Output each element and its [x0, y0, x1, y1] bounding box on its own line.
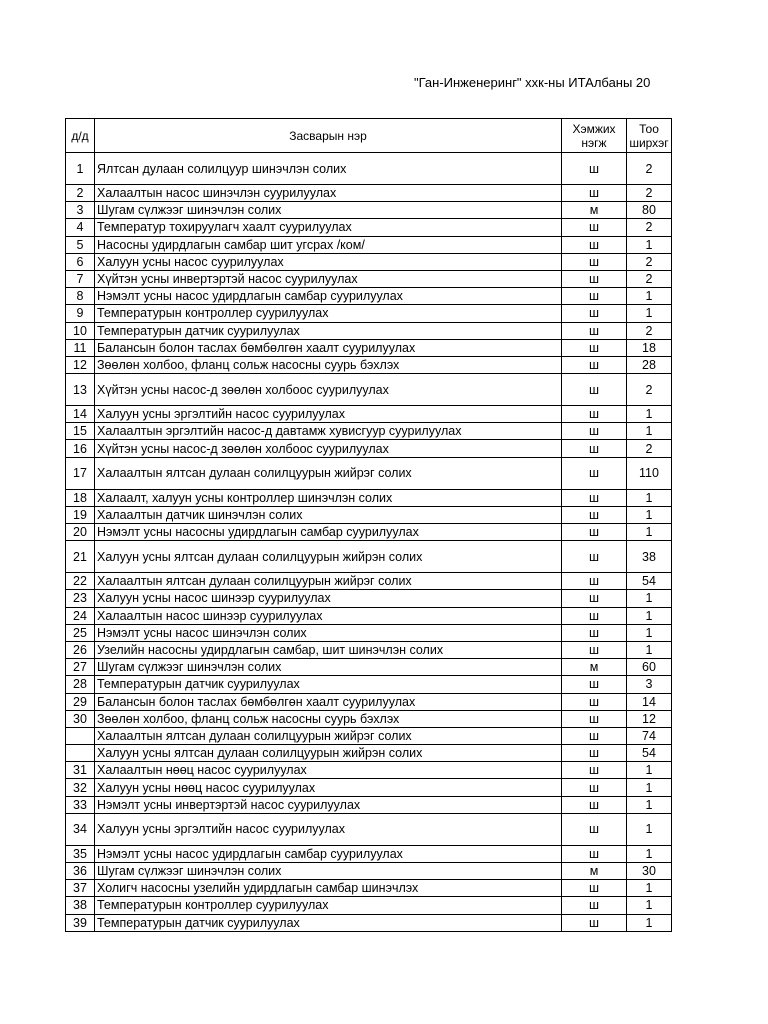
cell-qty: 2: [627, 253, 672, 270]
cell-qty: 1: [627, 489, 672, 506]
table-row: [66, 745, 672, 762]
cell-num: 20: [66, 524, 95, 541]
table-row: [66, 659, 672, 676]
cell-qty: 1: [627, 506, 672, 523]
cell-name: Узелийн насосны удирдлагын самбар, шит шинэчлэн солих: [95, 641, 562, 658]
cell-unit: ш: [562, 607, 627, 624]
cell-num: 6: [66, 253, 95, 270]
cell-qty: 1: [627, 762, 672, 779]
cell-name: Балансын болон таслах бөмбөлгөн хаалт суурилуулах: [95, 693, 562, 710]
cell-name: Температурын контроллер суурилуулах: [95, 897, 562, 914]
cell-unit: ш: [562, 762, 627, 779]
cell-num: 11: [66, 339, 95, 356]
table-row: [66, 322, 672, 339]
cell-num: 38: [66, 897, 95, 914]
cell-num: 16: [66, 440, 95, 457]
cell-qty: 14: [627, 693, 672, 710]
cell-num: 5: [66, 236, 95, 253]
cell-num: 36: [66, 863, 95, 880]
table-row: [66, 796, 672, 813]
table-row: [66, 727, 672, 744]
cell-name: Ялтсан дулаан солилцуур шинэчлэн солих: [95, 153, 562, 185]
cell-num: 13: [66, 374, 95, 406]
cell-num: 23: [66, 590, 95, 607]
cell-name: Халаалтын ялтсан дулаан солилцуурын жийрэг солих: [95, 727, 562, 744]
table-row: [66, 305, 672, 322]
cell-num: 3: [66, 202, 95, 219]
cell-unit: ш: [562, 339, 627, 356]
cell-unit: м: [562, 659, 627, 676]
cell-unit: ш: [562, 624, 627, 641]
cell-name: Нэмэлт усны насос шинэчлэн солих: [95, 624, 562, 641]
cell-num: 29: [66, 693, 95, 710]
cell-name: Температурын датчик суурилуулах: [95, 914, 562, 931]
cell-unit: ш: [562, 710, 627, 727]
table-row: [66, 270, 672, 287]
table-body: [66, 153, 672, 932]
table-row: [66, 693, 672, 710]
table-row: [66, 339, 672, 356]
cell-unit: ш: [562, 897, 627, 914]
table-row: [66, 762, 672, 779]
table-row: [66, 374, 672, 406]
cell-name: Температур тохируулагч хаалт суурилуулах: [95, 219, 562, 236]
cell-unit: ш: [562, 506, 627, 523]
cell-name: Насосны удирдлагын самбар шит угсрах /ком/: [95, 236, 562, 253]
cell-name: Холигч насосны узелийн удирдлагын самбар шинэчлэх: [95, 880, 562, 897]
cell-unit: ш: [562, 573, 627, 590]
cell-name: Халаалт, халуун усны контроллер шинэчлэн солих: [95, 489, 562, 506]
table-row: [66, 153, 672, 185]
cell-qty: 2: [627, 185, 672, 202]
cell-name: Халуун усны насос суурилуулах: [95, 253, 562, 270]
cell-num: 1: [66, 153, 95, 185]
cell-qty: 1: [627, 524, 672, 541]
cell-unit: ш: [562, 288, 627, 305]
page-header-org: "Ган-Инженеринг" ххк-ны ИТАлбаны 20: [414, 75, 651, 90]
table-row: [66, 457, 672, 489]
cell-num: 21: [66, 541, 95, 573]
cell-unit: ш: [562, 845, 627, 862]
cell-num: 2: [66, 185, 95, 202]
cell-name: Нэмэлт усны инвертэртэй насос суурилуулах: [95, 796, 562, 813]
repair-table: [65, 118, 672, 932]
table-row: [66, 607, 672, 624]
cell-num: 10: [66, 322, 95, 339]
cell-unit: ш: [562, 779, 627, 796]
cell-qty: 2: [627, 374, 672, 406]
cell-name: Нэмэлт усны насос удирдлагын самбар суурилуулах: [95, 845, 562, 862]
cell-unit: ш: [562, 423, 627, 440]
cell-unit: ш: [562, 541, 627, 573]
table-row: [66, 440, 672, 457]
cell-qty: 30: [627, 863, 672, 880]
cell-num: 33: [66, 796, 95, 813]
cell-qty: 2: [627, 153, 672, 185]
cell-unit: ш: [562, 356, 627, 373]
cell-unit: ш: [562, 813, 627, 845]
cell-name: Халаалтын ялтсан дулаан солилцуурын жийрэг солих: [95, 573, 562, 590]
cell-name: Халуун усны насос шинээр суурилуулах: [95, 590, 562, 607]
table-row: [66, 423, 672, 440]
cell-unit: ш: [562, 641, 627, 658]
col-header-qty: Тоо ширхэг: [627, 119, 672, 153]
cell-qty: 1: [627, 897, 672, 914]
cell-qty: 74: [627, 727, 672, 744]
cell-unit: ш: [562, 374, 627, 406]
cell-name: Халаалтын ялтсан дулаан солилцуурын жийрэг солих: [95, 457, 562, 489]
cell-unit: ш: [562, 185, 627, 202]
cell-name: Температурын датчик суурилуулах: [95, 676, 562, 693]
cell-unit: ш: [562, 236, 627, 253]
table-row: [66, 624, 672, 641]
cell-unit: м: [562, 863, 627, 880]
cell-qty: 12: [627, 710, 672, 727]
cell-num: 35: [66, 845, 95, 862]
cell-name: Нэмэлт усны насосны удирдлагын самбар суурилуулах: [95, 524, 562, 541]
table-row: [66, 641, 672, 658]
cell-num: 9: [66, 305, 95, 322]
cell-unit: ш: [562, 322, 627, 339]
col-header-name: Засварын нэр: [95, 119, 562, 153]
cell-name: Хүйтэн усны насос-д зөөлөн холбоос суурилуулах: [95, 374, 562, 406]
cell-name: Халуун усны нөөц насос суурилуулах: [95, 779, 562, 796]
table-row: [66, 489, 672, 506]
cell-name: Шугам сүлжээг шинэчлэн солих: [95, 202, 562, 219]
cell-qty: 1: [627, 779, 672, 796]
cell-unit: ш: [562, 676, 627, 693]
cell-qty: 38: [627, 541, 672, 573]
cell-num: [66, 727, 95, 744]
cell-qty: 3: [627, 676, 672, 693]
cell-qty: 28: [627, 356, 672, 373]
table-header-row: [66, 119, 672, 153]
cell-unit: ш: [562, 153, 627, 185]
cell-num: 39: [66, 914, 95, 931]
table-row: [66, 573, 672, 590]
cell-qty: 1: [627, 914, 672, 931]
table-row: [66, 406, 672, 423]
cell-qty: 1: [627, 236, 672, 253]
cell-num: 8: [66, 288, 95, 305]
cell-qty: 2: [627, 322, 672, 339]
cell-name: Зөөлөн холбоо, фланц сольж насосны суурь бэхлэх: [95, 710, 562, 727]
table-row: [66, 524, 672, 541]
cell-unit: ш: [562, 524, 627, 541]
cell-unit: ш: [562, 406, 627, 423]
cell-name: Нэмэлт усны насос удирдлагын самбар суурилуулах: [95, 288, 562, 305]
cell-unit: ш: [562, 489, 627, 506]
cell-qty: 2: [627, 219, 672, 236]
cell-qty: 1: [627, 590, 672, 607]
cell-num: 19: [66, 506, 95, 523]
cell-name: Халаалтын датчик шинэчлэн солих: [95, 506, 562, 523]
table-row: [66, 897, 672, 914]
cell-qty: 1: [627, 624, 672, 641]
cell-qty: 1: [627, 641, 672, 658]
cell-num: 12: [66, 356, 95, 373]
cell-num: [66, 745, 95, 762]
cell-num: 37: [66, 880, 95, 897]
table-row: [66, 288, 672, 305]
table-row: [66, 541, 672, 573]
cell-qty: 54: [627, 573, 672, 590]
cell-qty: 2: [627, 440, 672, 457]
cell-num: 30: [66, 710, 95, 727]
cell-num: 26: [66, 641, 95, 658]
cell-name: Хүйтэн усны инвертэртэй насос суурилуулах: [95, 270, 562, 287]
table-row: [66, 779, 672, 796]
cell-name: Халуун усны ялтсан дулаан солилцуурын жийрэн солих: [95, 541, 562, 573]
cell-name: Шугам сүлжээг шинэчлэн солих: [95, 659, 562, 676]
cell-unit: ш: [562, 305, 627, 322]
cell-unit: ш: [562, 590, 627, 607]
cell-name: Халуун усны эргэлтийн насос суурилуулах: [95, 406, 562, 423]
cell-qty: 110: [627, 457, 672, 489]
cell-num: 7: [66, 270, 95, 287]
table-row: [66, 863, 672, 880]
cell-qty: 1: [627, 406, 672, 423]
cell-qty: 1: [627, 423, 672, 440]
cell-unit: ш: [562, 253, 627, 270]
table-row: [66, 710, 672, 727]
table-row: [66, 219, 672, 236]
cell-unit: ш: [562, 914, 627, 931]
table-row: [66, 880, 672, 897]
cell-qty: 1: [627, 305, 672, 322]
cell-num: 17: [66, 457, 95, 489]
col-header-num: д/д: [66, 119, 95, 153]
table-row: [66, 253, 672, 270]
cell-num: 34: [66, 813, 95, 845]
cell-unit: ш: [562, 745, 627, 762]
col-header-unit: Хэмжих нэгж: [562, 119, 627, 153]
table-row: [66, 590, 672, 607]
cell-unit: ш: [562, 880, 627, 897]
cell-unit: ш: [562, 440, 627, 457]
cell-num: 4: [66, 219, 95, 236]
cell-num: 15: [66, 423, 95, 440]
cell-num: 32: [66, 779, 95, 796]
cell-name: Шугам сүлжээг шинэчлэн солих: [95, 863, 562, 880]
cell-qty: 1: [627, 845, 672, 862]
cell-name: Балансын болон таслах бөмбөлгөн хаалт суурилуулах: [95, 339, 562, 356]
cell-qty: 1: [627, 796, 672, 813]
cell-qty: 1: [627, 607, 672, 624]
cell-qty: 1: [627, 880, 672, 897]
table-row: [66, 185, 672, 202]
cell-name: Зөөлөн холбоо, фланц сольж насосны суурь бэхлэх: [95, 356, 562, 373]
cell-unit: м: [562, 202, 627, 219]
cell-qty: 1: [627, 813, 672, 845]
cell-qty: 80: [627, 202, 672, 219]
cell-num: 31: [66, 762, 95, 779]
cell-num: 27: [66, 659, 95, 676]
table-row: [66, 845, 672, 862]
cell-num: 24: [66, 607, 95, 624]
cell-unit: ш: [562, 693, 627, 710]
cell-num: 14: [66, 406, 95, 423]
table-row: [66, 202, 672, 219]
table-row: [66, 356, 672, 373]
cell-qty: 1: [627, 288, 672, 305]
cell-num: 18: [66, 489, 95, 506]
table-row: [66, 813, 672, 845]
table-row: [66, 914, 672, 931]
cell-unit: ш: [562, 219, 627, 236]
table-row: [66, 506, 672, 523]
cell-unit: ш: [562, 727, 627, 744]
table-row: [66, 236, 672, 253]
cell-num: 28: [66, 676, 95, 693]
cell-name: Халаалтын эргэлтийн насос-д давтамж хувисгуур суурилуулах: [95, 423, 562, 440]
cell-qty: 18: [627, 339, 672, 356]
cell-name: Температурын контроллер суурилуулах: [95, 305, 562, 322]
cell-name: Халуун усны ялтсан дулаан солилцуурын жийрэн солих: [95, 745, 562, 762]
cell-unit: ш: [562, 796, 627, 813]
cell-name: Температурын датчик суурилуулах: [95, 322, 562, 339]
cell-num: 25: [66, 624, 95, 641]
cell-qty: 2: [627, 270, 672, 287]
cell-name: Халаалтын насос шинэчлэн суурилуулах: [95, 185, 562, 202]
table-row: [66, 676, 672, 693]
cell-qty: 54: [627, 745, 672, 762]
cell-num: 22: [66, 573, 95, 590]
cell-name: Халуун усны эргэлтийн насос суурилуулах: [95, 813, 562, 845]
cell-name: Халаалтын нөөц насос суурилуулах: [95, 762, 562, 779]
cell-unit: ш: [562, 457, 627, 489]
cell-unit: ш: [562, 270, 627, 287]
cell-qty: 60: [627, 659, 672, 676]
cell-name: Хүйтэн усны насос-д зөөлөн холбоос суурилуулах: [95, 440, 562, 457]
cell-name: Халаалтын насос шинээр суурилуулах: [95, 607, 562, 624]
